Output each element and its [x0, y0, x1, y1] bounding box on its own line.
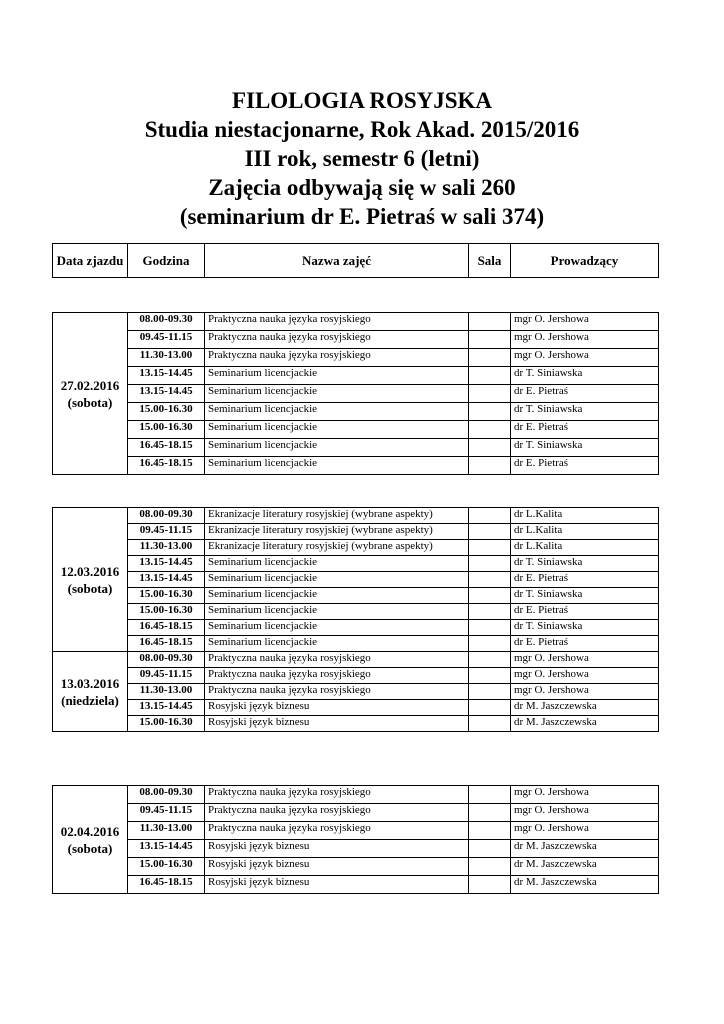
room-cell — [469, 349, 511, 367]
date-cell — [53, 652, 128, 732]
table-row — [53, 668, 659, 684]
course-name-cell: Praktyczna nauka języka rosyjskiego — [205, 331, 469, 349]
table-row — [53, 876, 659, 894]
document-title — [0, 86, 724, 231]
table-row — [53, 349, 659, 367]
table-row — [53, 620, 659, 636]
time-cell: 11.30-13.00 — [128, 822, 205, 840]
course-name-cell: Ekranizacje literatury rosyjskiej (wybrane aspekty) — [205, 508, 469, 524]
room-cell — [469, 840, 511, 858]
teacher-cell: dr M. Jaszczewska — [511, 700, 659, 716]
room-cell — [469, 684, 511, 700]
time-cell: 09.45-11.15 — [128, 668, 205, 684]
course-name-cell: Praktyczna nauka języka rosyjskiego — [205, 349, 469, 367]
table-row — [53, 313, 659, 331]
course-name-cell: Seminarium licencjackie — [205, 403, 469, 421]
time-cell: 13.15-14.45 — [128, 385, 205, 403]
schedule-block — [52, 785, 659, 894]
time-cell: 08.00-09.30 — [128, 508, 205, 524]
teacher-cell: dr L.Kalita — [511, 540, 659, 556]
room-cell — [469, 556, 511, 572]
room-cell — [469, 313, 511, 331]
course-name-cell: Praktyczna nauka języka rosyjskiego — [205, 668, 469, 684]
teacher-cell: dr L.Kalita — [511, 524, 659, 540]
time-cell: 11.30-13.00 — [128, 349, 205, 367]
title-line-3: III rok, semestr 6 (letni) — [244, 146, 480, 171]
time-cell: 15.00-16.30 — [128, 588, 205, 604]
time-cell: 08.00-09.30 — [128, 652, 205, 668]
teacher-cell: mgr O. Jershowa — [511, 684, 659, 700]
course-name-cell: Praktyczna nauka języka rosyjskiego — [205, 786, 469, 804]
time-cell: 13.15-14.45 — [128, 367, 205, 385]
table-row — [53, 556, 659, 572]
table-row — [53, 439, 659, 457]
header-date: Data zjazdu — [53, 244, 128, 278]
table-row — [53, 786, 659, 804]
course-name-cell: Seminarium licencjackie — [205, 572, 469, 588]
teacher-cell: mgr O. Jershowa — [511, 349, 659, 367]
teacher-cell: dr E. Pietraś — [511, 421, 659, 439]
course-name-cell: Rosyjski język biznesu — [205, 858, 469, 876]
schedule-block — [52, 312, 659, 475]
table-row — [53, 572, 659, 588]
table-row — [53, 367, 659, 385]
table-row — [53, 840, 659, 858]
time-cell: 15.00-16.30 — [128, 403, 205, 421]
teacher-cell: mgr O. Jershowa — [511, 331, 659, 349]
room-cell — [469, 421, 511, 439]
weekday-text: (niedziela) — [61, 692, 119, 708]
room-cell — [469, 508, 511, 524]
course-name-cell: Praktyczna nauka języka rosyjskiego — [205, 804, 469, 822]
weekday-text: (sobota) — [67, 840, 113, 856]
room-cell — [469, 786, 511, 804]
teacher-cell: mgr O. Jershowa — [511, 822, 659, 840]
teacher-cell: dr T. Siniawska — [511, 367, 659, 385]
time-cell: 09.45-11.15 — [128, 331, 205, 349]
time-cell: 09.45-11.15 — [128, 804, 205, 822]
table-row — [53, 457, 659, 475]
room-cell — [469, 367, 511, 385]
date-cell — [53, 508, 128, 652]
time-cell: 08.00-09.30 — [128, 313, 205, 331]
teacher-cell: dr L.Kalita — [511, 508, 659, 524]
table-row — [53, 421, 659, 439]
time-cell: 08.00-09.30 — [128, 786, 205, 804]
course-name-cell: Ekranizacje literatury rosyjskiej (wybrane aspekty) — [205, 524, 469, 540]
weekday-text: (sobota) — [67, 394, 113, 410]
time-cell: 15.00-16.30 — [128, 604, 205, 620]
time-cell: 15.00-16.30 — [128, 421, 205, 439]
room-cell — [469, 403, 511, 421]
course-name-cell: Seminarium licencjackie — [205, 439, 469, 457]
weekday-text: (sobota) — [67, 580, 113, 596]
table-row — [53, 700, 659, 716]
time-cell: 16.45-18.15 — [128, 620, 205, 636]
time-cell: 16.45-18.15 — [128, 439, 205, 457]
title-line-4: Zajęcia odbywają się w sali 260 — [208, 175, 516, 200]
course-name-cell: Rosyjski język biznesu — [205, 700, 469, 716]
teacher-cell: dr M. Jaszczewska — [511, 858, 659, 876]
time-cell: 16.45-18.15 — [128, 457, 205, 475]
course-name-cell: Seminarium licencjackie — [205, 588, 469, 604]
teacher-cell: mgr O. Jershowa — [511, 668, 659, 684]
header-table — [52, 243, 659, 278]
room-cell — [469, 804, 511, 822]
time-cell: 16.45-18.15 — [128, 876, 205, 894]
course-name-cell: Praktyczna nauka języka rosyjskiego — [205, 652, 469, 668]
teacher-cell: dr M. Jaszczewska — [511, 840, 659, 858]
block-body — [53, 313, 659, 475]
table-row — [53, 636, 659, 652]
time-cell: 13.15-14.45 — [128, 840, 205, 858]
date-cell — [53, 313, 128, 475]
table-row — [53, 804, 659, 822]
room-cell — [469, 524, 511, 540]
course-name-cell: Seminarium licencjackie — [205, 620, 469, 636]
block-body — [53, 786, 659, 894]
room-cell — [469, 636, 511, 652]
time-cell: 16.45-18.15 — [128, 636, 205, 652]
room-cell — [469, 572, 511, 588]
teacher-cell: dr E. Pietraś — [511, 385, 659, 403]
course-name-cell: Rosyjski język biznesu — [205, 716, 469, 732]
room-cell — [469, 540, 511, 556]
room-cell — [469, 620, 511, 636]
table-row — [53, 716, 659, 732]
teacher-cell: dr E. Pietraś — [511, 457, 659, 475]
room-cell — [469, 331, 511, 349]
table-row — [53, 331, 659, 349]
teacher-cell: dr T. Siniawska — [511, 403, 659, 421]
title-line-2: Studia niestacjonarne, Rok Akad. 2015/2016 — [144, 117, 580, 142]
table-row — [53, 604, 659, 620]
room-cell — [469, 439, 511, 457]
teacher-cell: dr T. Siniawska — [511, 556, 659, 572]
course-name-cell: Ekranizacje literatury rosyjskiej (wybrane aspekty) — [205, 540, 469, 556]
course-name-cell: Rosyjski język biznesu — [205, 876, 469, 894]
course-name-cell: Seminarium licencjackie — [205, 636, 469, 652]
time-cell: 11.30-13.00 — [128, 684, 205, 700]
course-name-cell: Praktyczna nauka języka rosyjskiego — [205, 684, 469, 700]
course-name-cell: Seminarium licencjackie — [205, 421, 469, 439]
table-row — [53, 403, 659, 421]
teacher-cell: dr E. Pietraś — [511, 636, 659, 652]
table-row — [53, 684, 659, 700]
schedule-block — [52, 507, 659, 732]
teacher-cell: dr T. Siniawska — [511, 620, 659, 636]
table-row — [53, 588, 659, 604]
course-name-cell: Rosyjski język biznesu — [205, 840, 469, 858]
time-cell: 15.00-16.30 — [128, 716, 205, 732]
course-name-cell: Seminarium licencjackie — [205, 457, 469, 475]
block-body — [53, 508, 659, 732]
time-cell: 13.15-14.45 — [128, 700, 205, 716]
time-cell: 13.15-14.45 — [128, 572, 205, 588]
room-cell — [469, 604, 511, 620]
header-name: Nazwa zajęć — [205, 244, 469, 278]
table-row — [53, 385, 659, 403]
teacher-cell: dr M. Jaszczewska — [511, 716, 659, 732]
time-cell: 15.00-16.30 — [128, 858, 205, 876]
title-line-5: (seminarium dr E. Pietraś w sali 374) — [179, 204, 545, 229]
course-name-cell: Praktyczna nauka języka rosyjskiego — [205, 313, 469, 331]
teacher-cell: mgr O. Jershowa — [511, 804, 659, 822]
table-row — [53, 508, 659, 524]
course-name-cell: Seminarium licencjackie — [205, 604, 469, 620]
time-cell: 09.45-11.15 — [128, 524, 205, 540]
header-room: Sala — [469, 244, 511, 278]
date-text: 13.03.2016 — [60, 675, 120, 691]
header-hour: Godzina — [128, 244, 205, 278]
course-name-cell: Praktyczna nauka języka rosyjskiego — [205, 822, 469, 840]
teacher-cell: dr M. Jaszczewska — [511, 876, 659, 894]
room-cell — [469, 716, 511, 732]
course-name-cell: Seminarium licencjackie — [205, 367, 469, 385]
table-row — [53, 858, 659, 876]
date-text: 27.02.2016 — [60, 377, 120, 393]
teacher-cell: dr T. Siniawska — [511, 439, 659, 457]
header-teacher: Prowadzący — [511, 244, 659, 278]
course-name-cell: Seminarium licencjackie — [205, 556, 469, 572]
header-row — [53, 244, 659, 278]
table-row — [53, 540, 659, 556]
table-row — [53, 524, 659, 540]
date-text: 12.03.2016 — [60, 563, 120, 579]
teacher-cell: mgr O. Jershowa — [511, 313, 659, 331]
room-cell — [469, 652, 511, 668]
teacher-cell: mgr O. Jershowa — [511, 786, 659, 804]
time-cell: 11.30-13.00 — [128, 540, 205, 556]
course-name-cell: Seminarium licencjackie — [205, 385, 469, 403]
room-cell — [469, 858, 511, 876]
teacher-cell: dr E. Pietraś — [511, 572, 659, 588]
room-cell — [469, 385, 511, 403]
room-cell — [469, 588, 511, 604]
room-cell — [469, 700, 511, 716]
room-cell — [469, 668, 511, 684]
date-text: 02.04.2016 — [60, 823, 120, 839]
table-row — [53, 652, 659, 668]
title-line-1: FILOLOGIA ROSYJSKA — [231, 88, 493, 113]
teacher-cell: mgr O. Jershowa — [511, 652, 659, 668]
room-cell — [469, 822, 511, 840]
time-cell: 13.15-14.45 — [128, 556, 205, 572]
date-cell — [53, 786, 128, 894]
table-row — [53, 822, 659, 840]
teacher-cell: dr T. Siniawska — [511, 588, 659, 604]
room-cell — [469, 876, 511, 894]
room-cell — [469, 457, 511, 475]
teacher-cell: dr E. Pietraś — [511, 604, 659, 620]
